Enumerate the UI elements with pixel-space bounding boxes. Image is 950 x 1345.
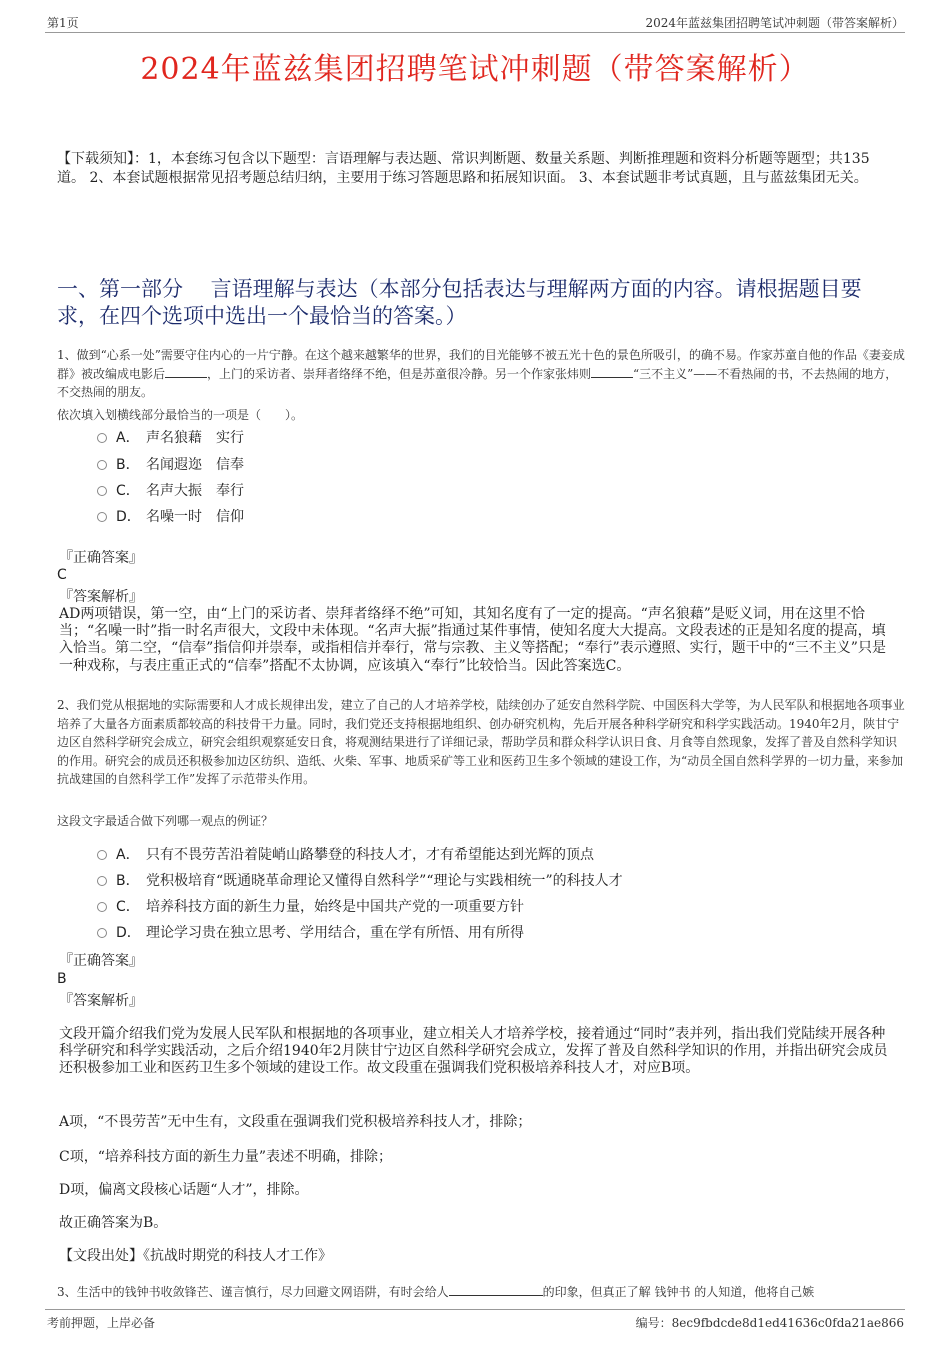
q1-option-c[interactable]: C． 名声大振 奉行 [97, 481, 244, 501]
q1-option-d[interactable]: D． 名噪一时 信仰 [97, 507, 244, 527]
radio-icon[interactable] [97, 928, 107, 938]
document-title: 2024年蓝兹集团招聘笔试冲刺题（带答案解析） [140, 52, 810, 87]
radio-icon[interactable] [97, 486, 107, 496]
footer-slogan: 考前押题，上岸必备 [47, 1316, 156, 1330]
q1-analysis: AD两项错误，第一空，由“上门的采访者、崇拜者络绎不绝”可知，其知名度有了一定的提高。“声名狼藉”是贬义词，用在这里不恰当；“名噪一时”指一时名声很大，文段中未体现。“名声大振”指通过某件事情，使知名度大大提高。文段表述的正是知名度的提高，填入恰当。第二空，“信奉”指信仰并崇奉，或指相信并奉行，常与宗教、主义等搭配；“奉行”表示遵照、实行，题干中的“三不主义”只是一种戏称，与表庄重正式的“信奉”搭配不太协调，应该填入“奉行”比较恰当。因此答案选C。 [59, 606, 886, 674]
question-1-prompt: 依次填入划横线部分最恰当的一项是（ ）。 [57, 408, 304, 422]
q2-note-a: A项，“不畏劳苦”无中生有，文段重在强调我们党积极培养科技人才，排除； [59, 1114, 532, 1130]
footer-doc-id: 编号：8ec9fbdcde8d1ed41636c0fda21ae866 [635, 1316, 904, 1330]
radio-icon[interactable] [97, 460, 107, 470]
q1-option-b[interactable]: B． 名闻遐迩 信奉 [97, 455, 244, 475]
radio-icon[interactable] [97, 512, 107, 522]
running-header-title: 2024年蓝兹集团招聘笔试冲刺题（带答案解析） [645, 16, 904, 30]
q2-correct-label: 『正确答案』 [59, 953, 143, 969]
q2-option-c[interactable]: C． 培养科技方面的新生力量，始终是中国共产党的一项重要方针 [97, 897, 524, 917]
blank-2 [591, 365, 633, 378]
download-notice: 【下载须知】：1，本套练习包含以下题型：言语理解与表达题、常识判断题、数量关系题、判断推理题和资料分析题等题型；共135道。 2、本套试题根据常见招考题总结归纳，主要用于练习答题思路和拓展知识面。 3、本套试题非考试真题，且与蓝兹集团无关。 [57, 151, 870, 186]
q2-analysis-label: 『答案解析』 [59, 993, 143, 1009]
question-2-prompt: 这段文字最适合做下列哪一观点的例证？ [57, 814, 274, 828]
q2-note-d: D项，偏离文段核心话题“人才”，排除。 [59, 1182, 309, 1198]
radio-icon[interactable] [97, 876, 107, 886]
q1-correct-label: 『正确答案』 [59, 550, 143, 566]
question-1-stem: 1、做到“心系一处”需要守住内心的一片宁静。在这个越来越繁华的世界，我们的目光能够不被五光十色的景色所吸引，的确不易。作家苏童自他的作品《妻妾成群》被改编成电影后 ，上门的采访者、崇拜者络绎不绝，但是苏童很冷静。另一个作家张炜则 “三不主义”——不看热闹的书，不去热闹的地方，不交热闹的朋友。 [57, 348, 905, 399]
header-divider [45, 32, 905, 33]
q2-source: 【文段出处】《抗战时期党的科技人才工作》 [59, 1248, 332, 1264]
radio-icon[interactable] [97, 902, 107, 912]
q2-option-a[interactable]: A． 只有不畏劳苦沿着陡峭山路攀登的科技人才，才有希望能达到光辉的顶点 [97, 845, 594, 865]
q2-option-d[interactable]: D． 理论学习贵在独立思考、学用结合，重在学有所悟、用有所得 [97, 923, 524, 943]
blank-3 [449, 1283, 543, 1296]
q1-correct-answer: C [57, 567, 67, 583]
q1-option-a[interactable]: A． 声名狼藉 实行 [97, 428, 244, 448]
q2-correct-answer: B [57, 971, 67, 987]
section-heading: 一、第一部分 言语理解与表达（本部分包括表达与理解两方面的内容。请根据题目要求，在四个选项中选出一个最恰当的答案。） [57, 277, 862, 328]
question-3-stem: 3、生活中的钱钟书收敛锋芒、谨言慎行，尽力回避文网语阱，有时会给人 的印象，但真正了解 钱钟书 的人知道，他将自己嫉 [57, 1285, 815, 1299]
question-2-stem: 2、我们党从根据地的实际需要和人才成长规律出发，建立了自己的人才培养学校，陆续创办了延安自然科学院、中国医科大学等，为人民军队和根据地各项事业培养了大量各方面素质都较高的科技骨干力量。同时，我们党还支持根据地组织、创办研究机构，先后开展各种科学研究和科学实践活动。1940年2月，陕甘宁边区自然科学研究会成立，研究会组织观察延安日食，将观测结果进行了详细记录，帮助学员和群众科学认识日食、月食等自然现象，发挥了普及自然科学知识的作用。研究会的成员还积极参加边区纺织、造纸、火柴、军事、地质采矿等工业和医药卫生多个领域的建设工作，为“动员全国自然科学界的一切力量，来参加抗战建国的自然科学工作”发挥了示范带头作用。 [57, 698, 905, 786]
footer-divider [45, 1309, 905, 1310]
page-number: 第1页 [47, 16, 79, 30]
q2-final-answer: 故正确答案为B。 [59, 1215, 168, 1231]
radio-icon[interactable] [97, 433, 107, 443]
q2-option-b[interactable]: B． 党积极培育“既通晓革命理论又懂得自然科学”“理论与实践相统一”的科技人才 [97, 871, 623, 891]
q2-note-c: C项，“培养科技方面的新生力量”表述不明确，排除； [59, 1149, 393, 1165]
blank-1 [165, 365, 207, 378]
radio-icon[interactable] [97, 850, 107, 860]
q1-analysis-label: 『答案解析』 [59, 589, 143, 605]
q2-analysis: 文段开篇介绍我们党为发展人民军队和根据地的各项事业，建立相关人才培养学校，接着通过“同时”表并列，指出我们党陆续开展各种科学研究和科学实践活动，之后介绍1940年2月陕甘宁边区自然科学研究会成立，发挥了普及自然科学知识的作用，并指出研究会成员还积极参加工业和医药卫生多个领域的建设工作。故文段重在强调我们党积极培养科技人才，对应B项。 [59, 1026, 888, 1077]
